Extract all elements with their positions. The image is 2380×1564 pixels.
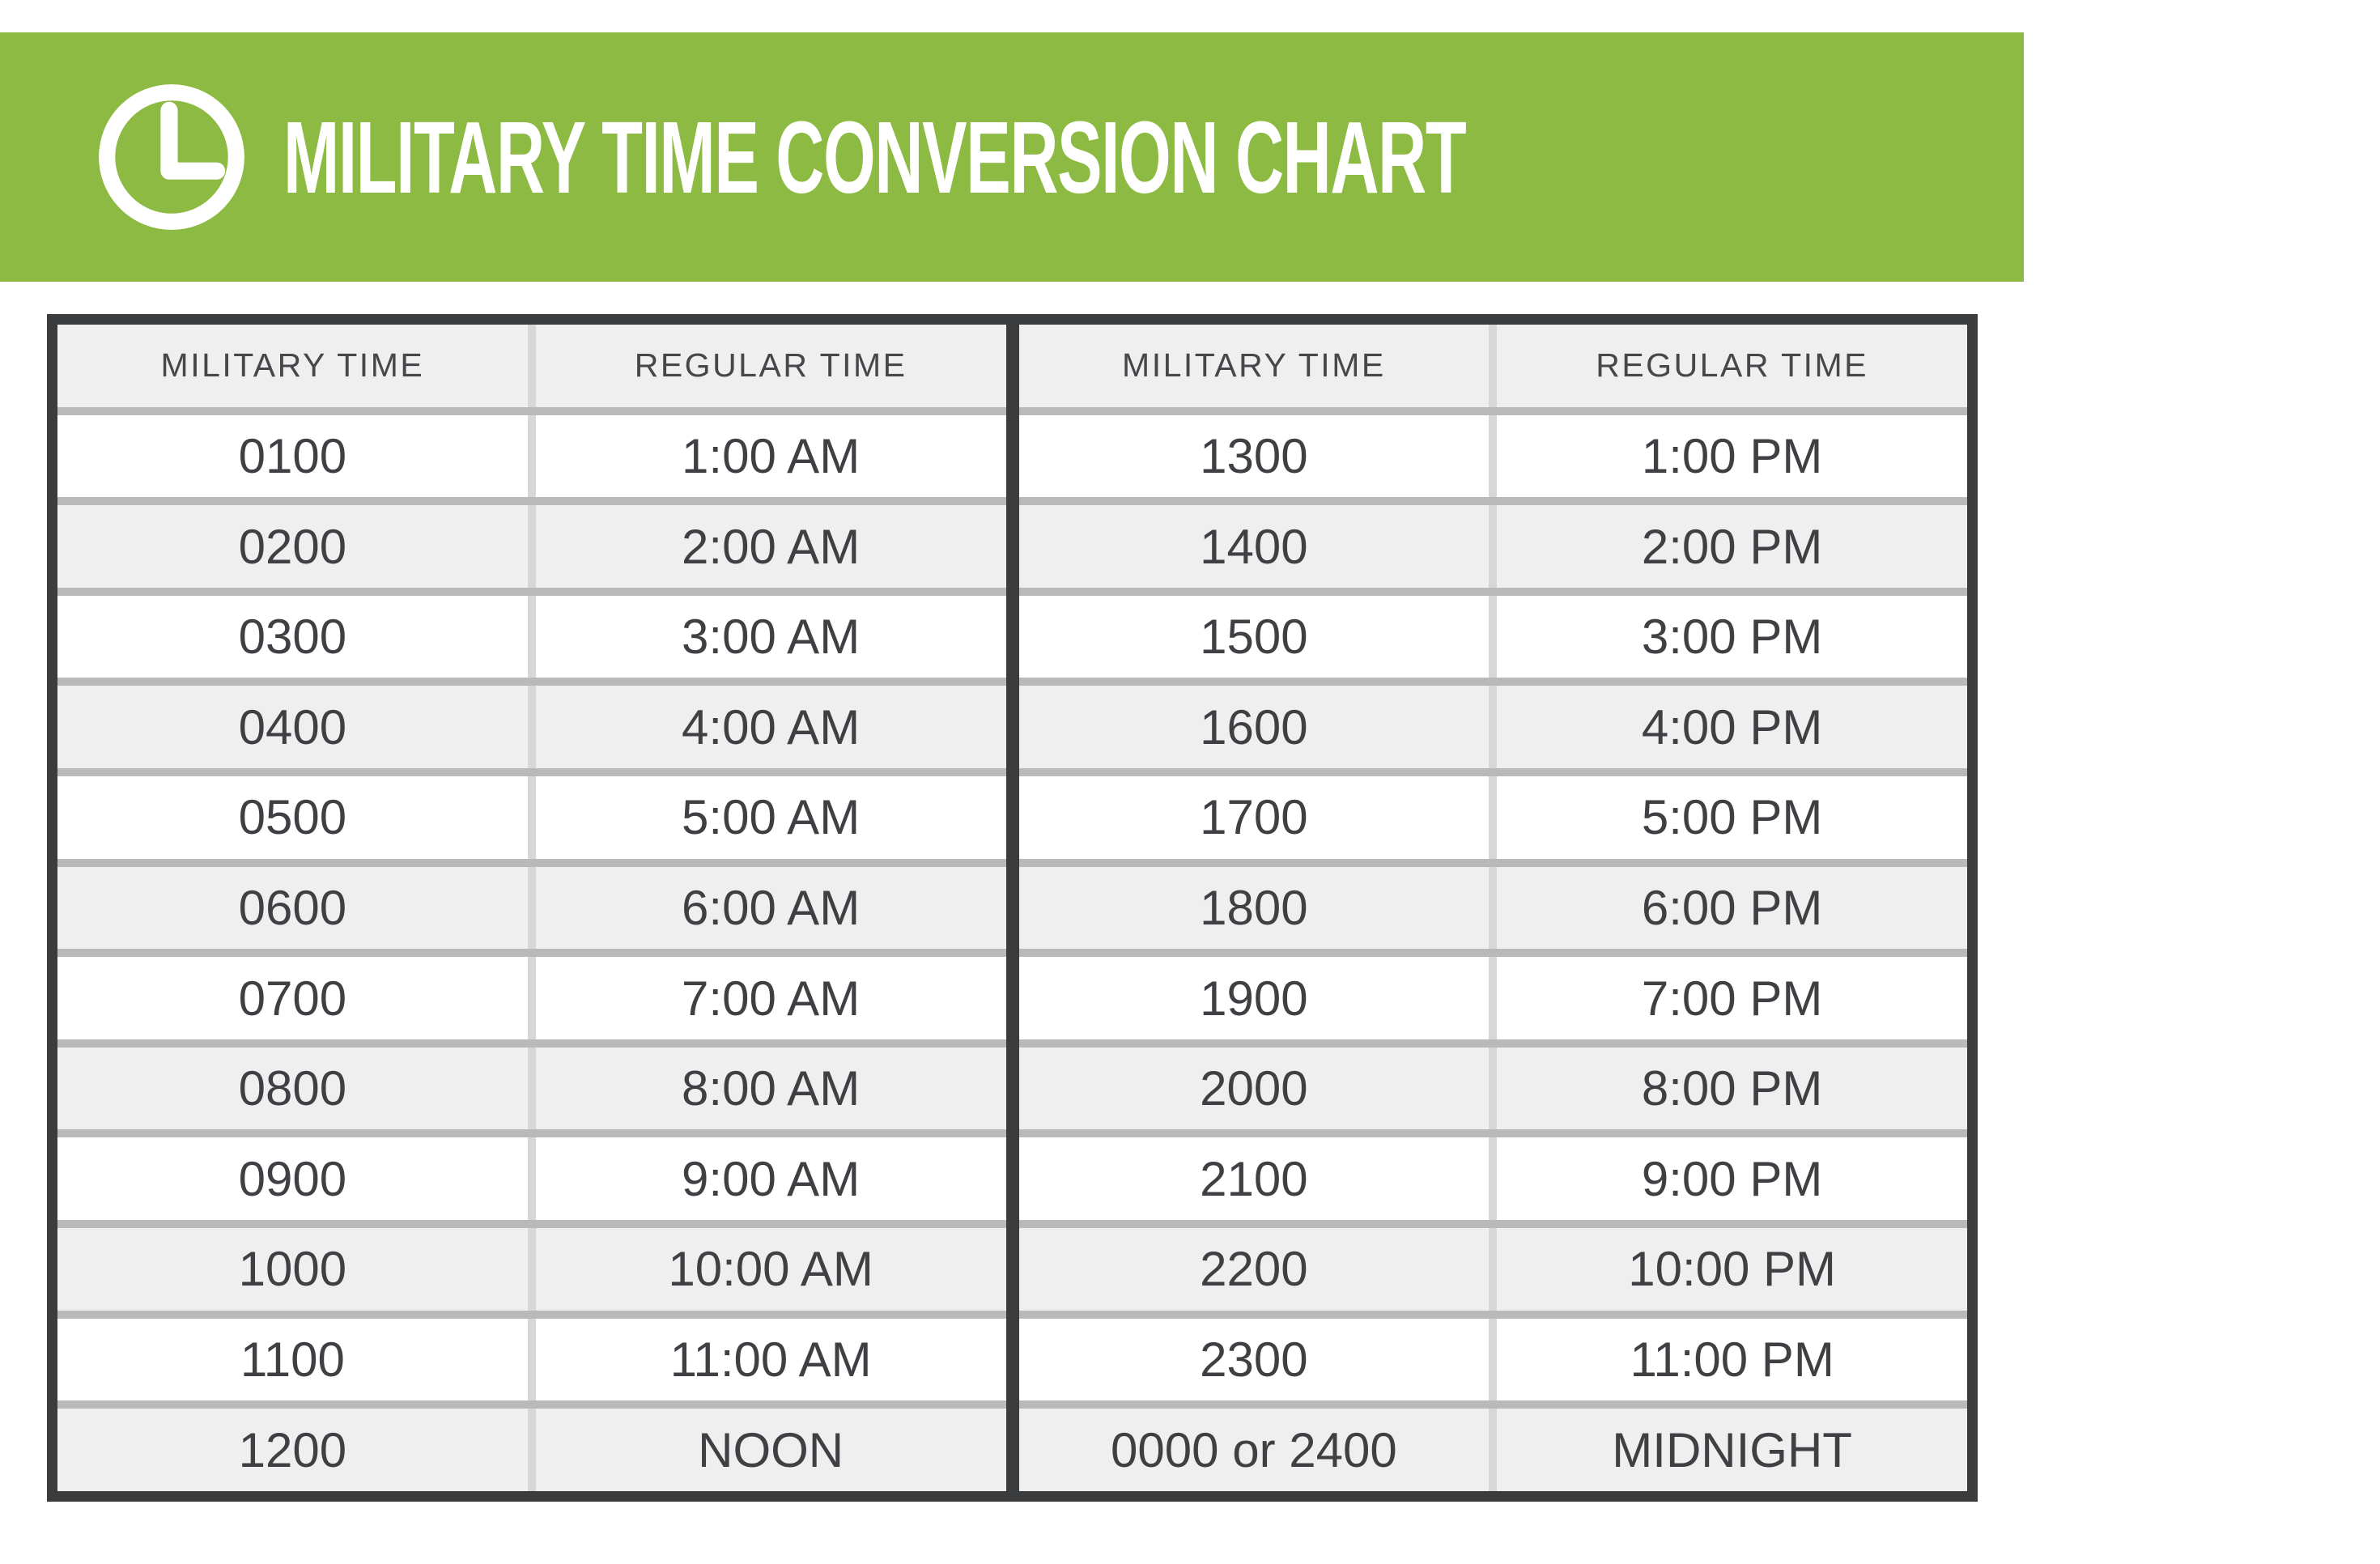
brand-word-medical: medical: [2074, 111, 2259, 170]
table-cell: 2300: [1019, 1319, 1490, 1401]
table-cell: 1300: [1019, 415, 1490, 498]
table-cell: 2200: [1019, 1228, 1490, 1311]
table-cell: 7:00 PM: [1497, 957, 1967, 1039]
table-row: [57, 867, 1006, 950]
column-header-regular-time: REGULAR TIME: [1497, 325, 1967, 407]
table-row: [1019, 1137, 1968, 1220]
table-cell: 4:00 AM: [536, 686, 1006, 768]
table-cell: 0900: [57, 1137, 528, 1220]
table-cell: NOON: [536, 1409, 1006, 1491]
table-cell: 9:00 AM: [536, 1137, 1006, 1220]
table-row: [57, 1228, 1006, 1311]
table-left-half: [57, 325, 1006, 1491]
table-row: [57, 776, 1006, 859]
brand-logo: [2075, 93, 2380, 222]
table-cell: 7:00 AM: [536, 957, 1006, 1039]
table-row: [1019, 1319, 1968, 1401]
table-cell: 5:00 PM: [1497, 776, 1967, 859]
table-row: [57, 415, 1006, 498]
conversion-table: [47, 314, 1978, 1502]
table-cell: 1:00 PM: [1497, 415, 1967, 498]
table-header-row: [1019, 325, 1968, 407]
header-banner: [0, 32, 2353, 282]
table-middle-divider: [1006, 325, 1019, 1491]
table-row: [57, 1048, 1006, 1130]
table-cell: 0200: [57, 505, 528, 588]
table-cell: 11:00 PM: [1497, 1319, 1967, 1401]
table-row: [1019, 776, 1968, 859]
table-row: [57, 957, 1006, 1039]
table-cell: 10:00 AM: [536, 1228, 1006, 1311]
table-cell: 0300: [57, 596, 528, 678]
table-row: [1019, 505, 1968, 588]
table-row: [1019, 1228, 1968, 1311]
table-cell: 0000 or 2400: [1019, 1409, 1490, 1491]
table-cell: 1700: [1019, 776, 1490, 859]
table-row: [57, 596, 1006, 678]
table-cell: MIDNIGHT: [1497, 1409, 1967, 1491]
table-cell: 0500: [57, 776, 528, 859]
table-cell: 10:00 PM: [1497, 1228, 1967, 1311]
column-header-regular-time: REGULAR TIME: [536, 325, 1006, 407]
table-cell: 1200: [57, 1409, 528, 1491]
table-cell: 3:00 PM: [1497, 596, 1967, 678]
table-cell: 8:00 AM: [536, 1048, 1006, 1130]
table-row: [1019, 1048, 1968, 1130]
table-row: [1019, 596, 1968, 678]
table-header-row: [57, 325, 1006, 407]
table-row: [1019, 415, 1968, 498]
table-cell: 2000: [1019, 1048, 1490, 1130]
table-cell: 6:00 PM: [1497, 867, 1967, 950]
table-cell: 8:00 PM: [1497, 1048, 1967, 1130]
table-cell: 2100: [1019, 1137, 1490, 1220]
brand-logo-line2: [2075, 164, 2380, 223]
clock-icon: [94, 79, 249, 235]
table-cell: 1:00 AM: [536, 415, 1006, 498]
table-cell: 1900: [1019, 957, 1490, 1039]
table-cell: 1800: [1019, 867, 1490, 950]
table-cell: 4:00 PM: [1497, 686, 1967, 768]
table-cell: 0700: [57, 957, 528, 1039]
table-row: [1019, 1409, 1968, 1491]
table-cell: 6:00 AM: [536, 867, 1006, 950]
table-row: [1019, 867, 1968, 950]
table-cell: 3:00 AM: [536, 596, 1006, 678]
table-row: [57, 505, 1006, 588]
column-header-military-time: MILITARY TIME: [57, 325, 528, 407]
table-cell: 2:00 PM: [1497, 505, 1967, 588]
table-row: [57, 1409, 1006, 1491]
table-cell: 1000: [57, 1228, 528, 1311]
table-cell: 1500: [1019, 596, 1490, 678]
table-cell: 0100: [57, 415, 528, 498]
brand-logo-line1: [2075, 93, 2380, 168]
location-pins-icon: [2272, 93, 2380, 168]
table-row: [57, 1137, 1006, 1220]
table-cell: 1100: [57, 1319, 528, 1401]
table-right-half: [1019, 325, 1968, 1491]
table-row: [1019, 957, 1968, 1039]
table-cell: 9:00 PM: [1497, 1137, 1967, 1220]
table-row: [1019, 686, 1968, 768]
table-row: [57, 686, 1006, 768]
table-row: [57, 1319, 1006, 1401]
brand-word-solutions: solutions: [2130, 164, 2342, 223]
table-cell: 1400: [1019, 505, 1490, 588]
table-cell: 2:00 AM: [536, 505, 1006, 588]
column-header-military-time: MILITARY TIME: [1019, 325, 1490, 407]
table-cell: 0600: [57, 867, 528, 950]
table-cell: 1600: [1019, 686, 1490, 768]
table-cell: 11:00 AM: [536, 1319, 1006, 1401]
page-title: MILITARY TIME CONVERSION CHART: [283, 100, 1466, 215]
registered-trademark-icon: ®: [2341, 171, 2353, 188]
table-cell: 0800: [57, 1048, 528, 1130]
table-cell: 5:00 AM: [536, 776, 1006, 859]
table-cell: 0400: [57, 686, 528, 768]
